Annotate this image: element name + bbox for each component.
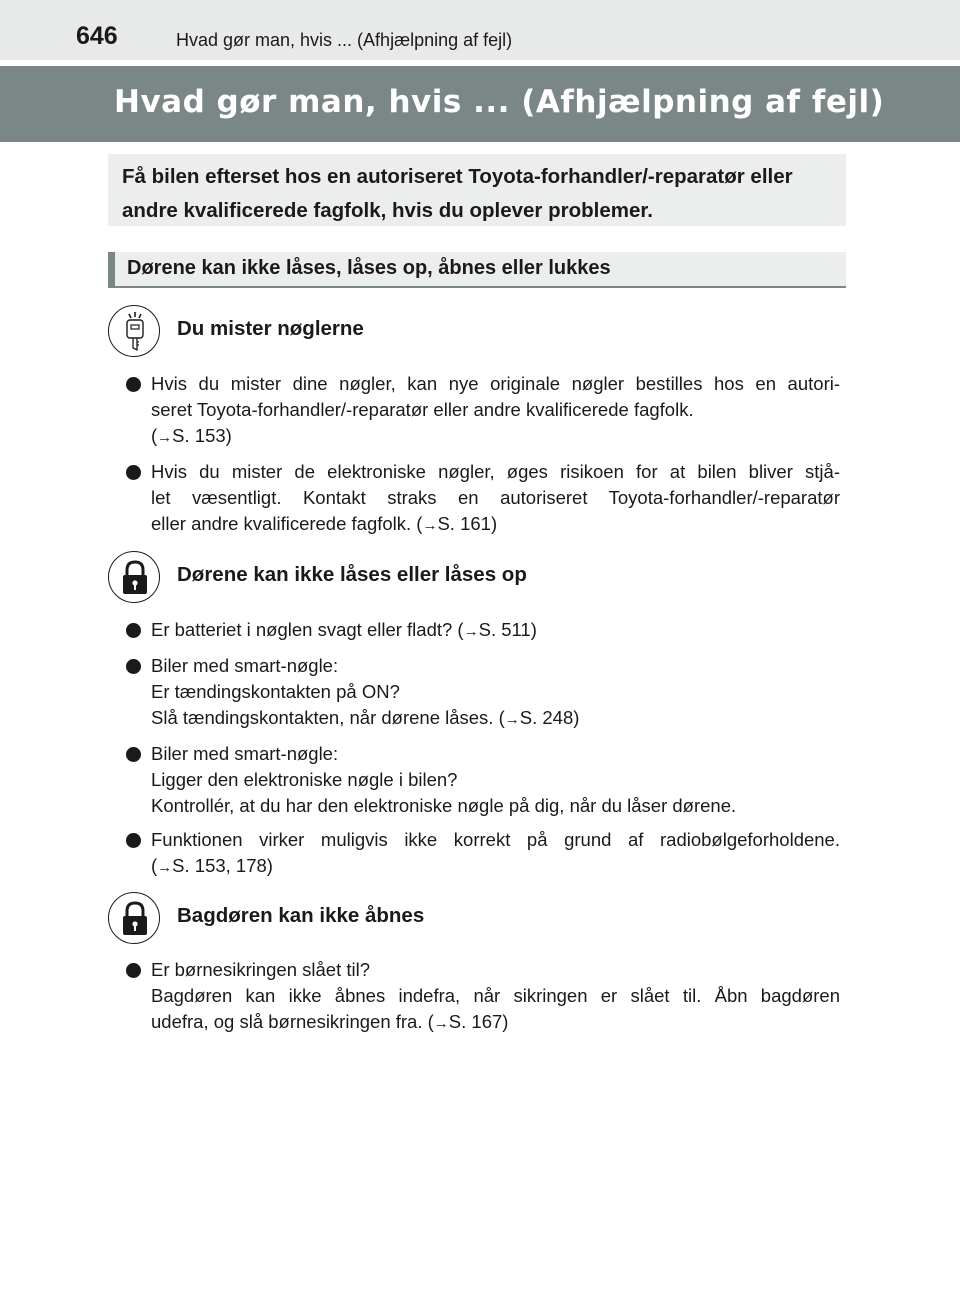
item-text: eller andre kvalificerede fagfolk. ( [151,513,423,534]
item-line [151,511,840,539]
subheading-lost-keys [108,305,848,361]
list-item [126,741,840,819]
lock-icon [108,892,160,944]
item-text: ( [151,855,158,876]
bullet [126,377,141,392]
item-text: Slå tændingskontakten, når dørene låses. ( [151,707,505,728]
item-line [151,853,840,881]
item-line [151,617,840,645]
items-cannot-lock [126,617,840,889]
page-reference-link[interactable]: S. 167) [448,1011,509,1032]
subheading-title: Dørene kan ikke låses eller låses op [177,563,527,586]
page-reference-link[interactable]: S. 248) [519,707,580,728]
list-item [126,957,840,1037]
item-line: Bagdøren kan ikke åbnes indefra, når sikringen er slået til. Åbn bagdøren [151,985,840,1006]
subheading-rear-door [108,892,848,948]
bullet [126,963,141,978]
items-rear-door [126,957,840,1045]
item-line: Hvis du mister de elektroniske nøgler, øges risikoen for at bilen bliver stjå- [151,461,840,482]
item-line: Kontrollér, at du har den elektroniske nøgle på dig, når du låser dørene. [151,795,737,816]
title-band [0,66,960,142]
item-line: Biler med smart-nøgle: [151,743,339,764]
item-text: Er batteriet i nøglen svagt eller fladt? ( [151,619,464,640]
section-title: Dørene kan ikke låses, låses op, åbnes eller lukkes [127,257,611,279]
item-line: let væsentligt. Kontakt straks en autoriseret Toyota-forhandler/-reparatør [151,487,840,508]
item-line: Funktionen virker muligvis ikke korrekt på grund af radiobølgeforholdene. [151,829,840,850]
subheading-cannot-lock [108,551,848,607]
list-item [126,653,840,733]
page-reference-link[interactable]: S. 161) [437,513,498,534]
arrow-icon: → [157,859,173,876]
list-item [126,371,840,451]
bullet [126,833,141,848]
header-strip [0,0,960,60]
item-line: Biler med smart-nøgle: [151,655,339,676]
page-title: Hvad gør man, hvis ... (Afhjælpning af fejl) [114,84,885,120]
item-text: ( [151,425,158,446]
lock-icon [108,551,160,603]
intro-box [108,154,846,226]
item-line: Er børnesikringen slået til? [151,959,371,980]
subheading-title: Du mister nøglerne [177,317,364,340]
arrow-icon: → [504,711,520,728]
bullet [126,747,141,762]
page-number: 646 [76,22,118,50]
item-text: udefra, og slå børnesikringen fra. ( [151,1011,434,1032]
arrow-icon: → [422,517,438,534]
page-reference-link[interactable]: S. 153, 178) [172,855,273,876]
bullet [126,623,141,638]
section-heading [108,252,846,288]
list-item [126,827,840,881]
key-icon [108,305,160,357]
subheading-title: Bagdøren kan ikke åbnes [177,904,425,927]
page-reference-link[interactable]: S. 511) [478,619,537,640]
running-header: Hvad gør man, hvis ... (Afhjælpning af fejl) [176,30,513,50]
item-line: Hvis du mister dine nøgler, kan nye originale nøgler bestilles hos en autori- [151,373,840,394]
item-line: Er tændingskontakten på ON? [151,681,400,702]
section-heading-bar [108,252,115,286]
arrow-icon: → [463,623,479,640]
bullet [126,465,141,480]
item-line [151,1009,840,1037]
item-line: seret Toyota-forhandler/-reparatør eller andre kvalificerede fagfolk. [151,399,694,420]
item-line [151,705,840,733]
item-line [151,423,840,451]
item-line: Ligger den elektroniske nøgle i bilen? [151,769,458,790]
bullet [126,659,141,674]
page-reference-link[interactable]: S. 153) [172,425,232,446]
list-item [126,459,840,539]
arrow-icon: → [433,1015,449,1032]
arrow-icon: → [157,429,173,446]
intro-text: Få bilen efterset hos en autoriseret Toyota-forhandler/-reparatør eller andre kvalificerede fagfolk, hvis du oplever problemer. [122,165,793,222]
items-lost-keys [126,371,840,547]
list-item [126,617,840,645]
